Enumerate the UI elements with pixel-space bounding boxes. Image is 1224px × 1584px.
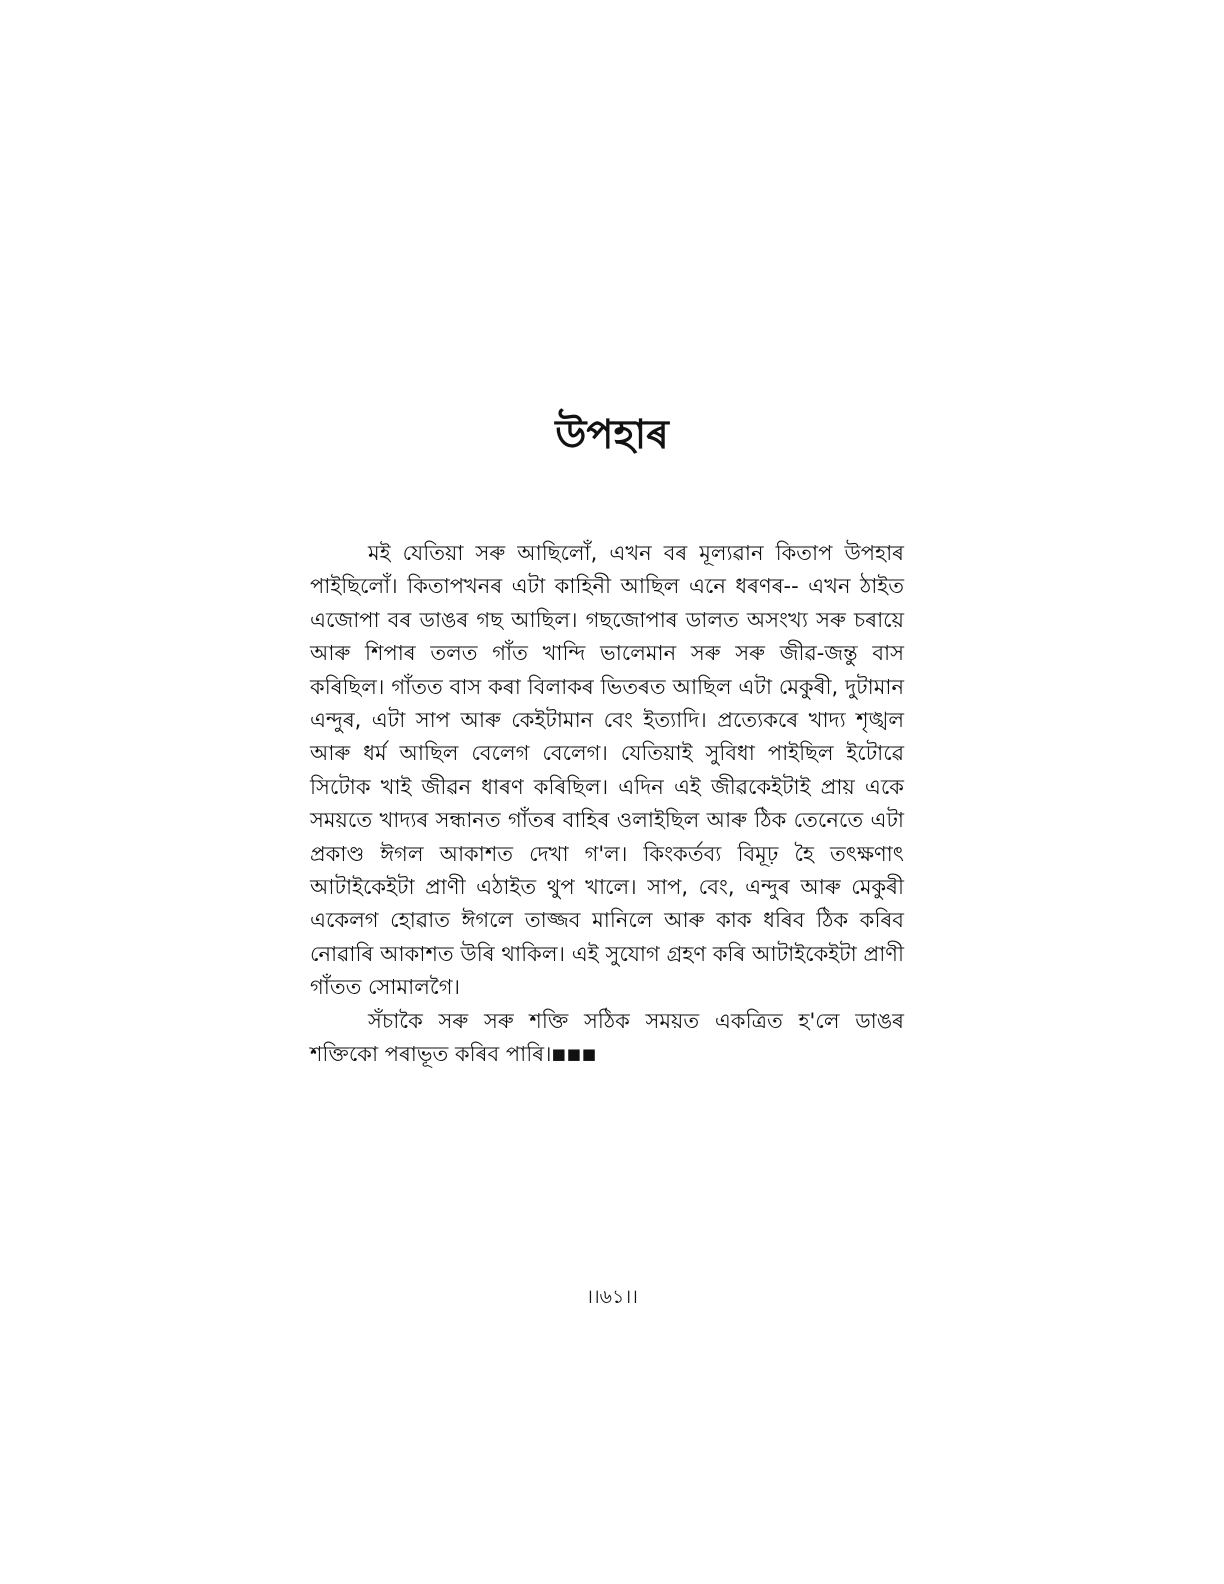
story-body <box>310 537 904 1072</box>
story-paragraph-2-text: সঁচাকৈ সৰু সৰু শক্তি সঠিক সময়ত একত্ৰিত হ'লে ডাঙৰ শক্তিকো পৰাভূত কৰিব পাৰি। <box>310 1008 904 1067</box>
end-marks: ■■■ <box>551 1045 598 1064</box>
page-number: ।।৬১।। <box>586 1286 638 1308</box>
story-paragraph-2 <box>310 1005 904 1072</box>
story-title: উপহাৰ <box>555 412 669 458</box>
story-paragraph-1: মই যেতিয়া সৰু আছিলোঁ, এখন বৰ মূল্যৱান কিতাপ উপহাৰ পাইছিলোঁ। কিতাপখনৰ এটা কাহিনী আছিল এনে ধৰণৰ-- এখন ঠাইত এজোপা বৰ ডাঙৰ গছ আছিল। গছজোপাৰ ডালত অসংখ্য সৰু চৰায়ে আৰু শিপাৰ তলত গাঁত খান্দি ভালেমান সৰু সৰু জীৱ-জন্তু বাস কৰিছিল। গাঁতত বাস কৰা বিলাকৰ ভিতৰত আছিল এটা মেকুৰী, দুটামান এন্দুৰ, এটা সাপ আৰু কেইটামান বেং ইত্যাদি। প্ৰত্যেকৰে খাদ্য শৃঙ্খল আৰু ধৰ্ম আছিল বেলেগ বেলেগ। যেতিয়াই সুবিধা পাইছিল ইটোৱে সিটোক খাই জীৱন ধাৰণ কৰিছিল। এদিন এই জীৱকেইটাই প্ৰায় একে সময়তে খাদ্যৰ সন্ধানত গাঁতৰ বাহিৰ ওলাইছিল আৰু ঠিক তেনেতে এটা প্ৰকাণ্ড ঈগল আকাশত দেখা গ'ল। কিংকৰ্তব্য বিমূঢ় হৈ তৎক্ষণাৎ আটাইকেইটা প্ৰাণী এঠাইত থুপ খালে। সাপ, বেং, এন্দুৰ আৰু মেকুৰী একেলগ হোৱাত ঈগলে তাজ্জব মানিলে আৰু কাক ধৰিব ঠিক কৰিব নোৱাৰি আকাশত উৰি থাকিল। এই সুযোগ গ্ৰহণ কৰি আটাইকেইটা প্ৰাণী গাঁতত সোমালগৈ। <box>310 541 904 1000</box>
